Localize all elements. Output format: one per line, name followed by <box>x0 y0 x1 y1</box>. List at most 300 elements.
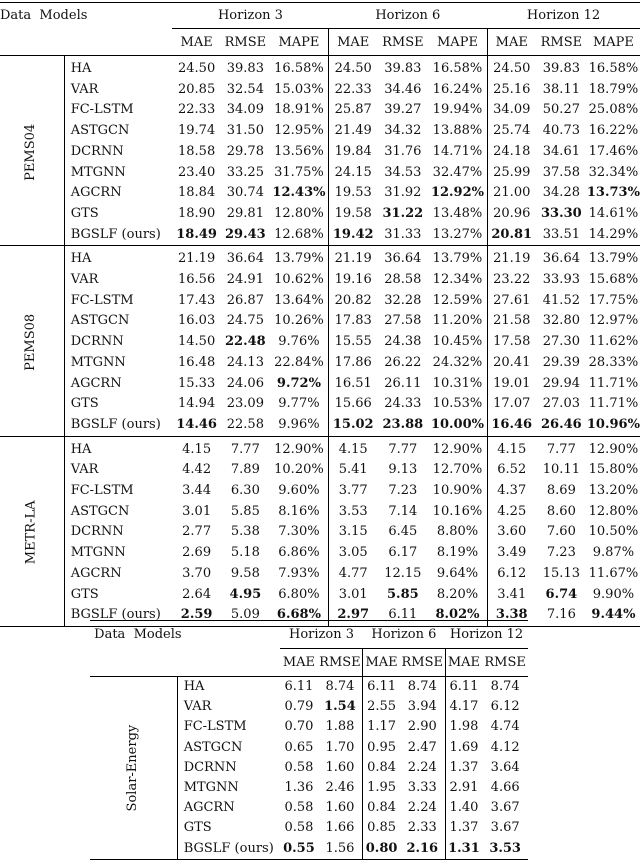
metric-cell: 23.09 <box>226 396 264 412</box>
metric-cell: 1.60 <box>318 758 363 778</box>
metric-cell: 26.11 <box>384 375 422 391</box>
metric-cell: 6.52 <box>497 462 527 478</box>
metric-cell: 4.42 <box>182 462 212 478</box>
metric-cell: 17.83 <box>334 313 372 329</box>
header-metric: RMSE <box>382 34 424 50</box>
model-name: GTS <box>183 820 212 836</box>
metric-cell: 32.54 <box>226 81 264 97</box>
metric-cell: 1.54 <box>318 697 363 717</box>
metric-cell: 31.75% <box>270 163 329 184</box>
metric-cell: 9.64% <box>428 564 487 585</box>
metric-cell: 3.67 <box>490 820 520 836</box>
metric-cell: 13.73% <box>586 185 640 201</box>
metric-cell: 15.55 <box>334 334 372 350</box>
metric-cell: 9.76% <box>270 332 329 353</box>
metric-cell: 3.38 <box>487 605 536 626</box>
metric-cell: 2.24 <box>400 758 445 778</box>
metric-cell: 14.61% <box>588 205 639 221</box>
table-row <box>0 80 640 101</box>
metric-cell: 31.22 <box>382 205 424 221</box>
model-name: DCRNN <box>70 143 124 159</box>
model-name: FC-LSTM <box>183 719 247 735</box>
metric-cell: 15.13 <box>542 565 580 581</box>
metric-cell: 6.11 <box>363 677 400 698</box>
metric-cell: 32.28 <box>384 292 422 308</box>
metric-cell: 12.43% <box>270 183 329 204</box>
metric-cell: 15.33 <box>178 375 216 391</box>
model-name: HA <box>64 56 172 80</box>
metric-cell: 28.33% <box>588 354 639 370</box>
model-name: VAR <box>70 272 99 288</box>
metric-cell: 0.58 <box>284 800 314 816</box>
table-row <box>90 677 528 698</box>
metric-cell: 19.53 <box>334 185 372 201</box>
table-row <box>0 460 640 481</box>
metric-cell: 4.15 <box>172 436 221 460</box>
metric-cell: 4.77 <box>338 565 368 581</box>
model-name: ASTGCN <box>70 313 130 329</box>
metric-cell: 9.13 <box>388 462 418 478</box>
metric-cell: 29.94 <box>542 375 580 391</box>
header-horizon-6: Horizon 6 <box>363 621 445 649</box>
table-row <box>0 100 640 121</box>
metric-cell: 3.77 <box>338 483 368 499</box>
table-row <box>0 394 640 415</box>
metric-cell: 29.39 <box>542 354 580 370</box>
header-metric: MAPE <box>270 29 329 56</box>
metric-cell: 5.18 <box>230 545 260 561</box>
metric-cell: 23.88 <box>382 416 424 432</box>
metric-cell: 17.75% <box>588 292 639 308</box>
metric-cell: 0.58 <box>284 759 314 775</box>
metric-cell: 20.81 <box>491 226 533 242</box>
metric-cell: 11.20% <box>428 311 487 332</box>
metric-cell: 7.89 <box>230 462 260 478</box>
metric-cell: 34.46 <box>384 81 422 97</box>
metric-cell: 21.00 <box>493 185 531 201</box>
metric-cell: 0.55 <box>280 839 317 860</box>
metric-cell: 25.08% <box>588 102 639 118</box>
metric-cell: 4.12 <box>490 739 520 755</box>
metric-cell: 7.14 <box>388 503 418 519</box>
metric-cell: 0.79 <box>284 699 314 715</box>
metric-cell: 10.50% <box>588 524 639 540</box>
metric-cell: 24.50 <box>329 56 378 80</box>
table-row <box>0 353 640 374</box>
header-metric: MAE <box>180 34 213 50</box>
metric-cell: 33.30 <box>541 205 582 221</box>
metric-cell: 16.58% <box>270 56 329 80</box>
dataset-name: PEMS04 <box>23 123 39 181</box>
metric-cell: 10.53% <box>428 394 487 415</box>
table-row <box>0 481 640 502</box>
metric-cell: 5.41 <box>338 462 368 478</box>
metric-cell: 10.31% <box>428 374 487 395</box>
metric-cell: 18.49 <box>176 226 217 242</box>
metric-cell: 15.68% <box>588 272 639 288</box>
model-name: MTGNN <box>70 545 126 561</box>
model-name: BGSLF (ours) <box>70 416 161 432</box>
model-name: ASTGCN <box>70 503 130 519</box>
metric-cell: 19.01 <box>493 375 531 391</box>
model-name: MTGNN <box>70 164 126 180</box>
metric-cell: 40.73 <box>542 123 580 139</box>
metric-cell: 6.45 <box>388 524 418 540</box>
metric-cell: 12.92% <box>428 183 487 204</box>
header-models: Models <box>39 8 88 24</box>
metric-cell: 12.15 <box>384 565 422 581</box>
metric-cell: 34.09 <box>493 102 531 118</box>
metric-cell: 26.22 <box>384 354 422 370</box>
metric-cell: 14.46 <box>176 416 217 432</box>
metric-cell: 10.96% <box>586 416 640 432</box>
metric-cell: 2.47 <box>400 738 445 758</box>
header-metric: RMSE <box>224 34 267 50</box>
metric-cell: 11.71% <box>588 396 639 412</box>
table-row <box>0 163 640 184</box>
metric-cell: 4.25 <box>497 503 527 519</box>
metric-cell: 10.90% <box>428 481 487 502</box>
metric-cell: 2.90 <box>400 717 445 737</box>
metric-cell: 33.93 <box>542 272 580 288</box>
metric-cell: 25.74 <box>493 123 531 139</box>
table-row <box>0 374 640 395</box>
metric-cell: 9.87% <box>592 545 635 561</box>
metric-cell: 21.19 <box>172 246 221 270</box>
metric-cell: 22.33 <box>178 102 216 118</box>
metric-cell: 17.43 <box>178 292 216 308</box>
metric-cell: 4.37 <box>497 483 527 499</box>
header-metric: MAE <box>282 655 316 670</box>
metric-cell: 22.48 <box>225 334 266 350</box>
metric-cell: 10.45% <box>428 332 487 353</box>
metric-cell: 8.19% <box>428 543 487 564</box>
model-name: VAR <box>70 81 99 97</box>
metric-cell: 33.51 <box>542 226 580 242</box>
metric-cell: 9.44% <box>587 605 640 626</box>
metric-cell: 19.84 <box>334 143 372 159</box>
table-row <box>0 291 640 312</box>
metric-cell: 31.50 <box>226 123 264 139</box>
model-name: AGCRN <box>70 565 122 581</box>
model-name: ASTGCN <box>70 123 130 139</box>
metric-cell: 25.16 <box>493 81 531 97</box>
metric-cell: 13.79% <box>428 246 487 270</box>
metric-cell: 24.91 <box>226 272 264 288</box>
table-row <box>0 183 640 204</box>
metric-cell: 14.50 <box>178 334 216 350</box>
metric-cell: 25.87 <box>334 102 372 118</box>
header-data: Data <box>0 8 32 24</box>
metric-cell: 1.56 <box>318 839 363 860</box>
metric-cell: 19.94% <box>428 100 487 121</box>
metric-cell: 9.77% <box>270 394 329 415</box>
header-metric: RMSE <box>318 649 363 677</box>
metric-cell: 24.32% <box>428 353 487 374</box>
metric-cell: 2.55 <box>367 699 397 715</box>
metric-cell: 21.19 <box>329 246 378 270</box>
dataset-name: METR-LA <box>23 500 39 565</box>
metric-cell: 5.09 <box>221 605 270 626</box>
metric-cell: 24.75 <box>226 313 264 329</box>
metric-cell: 20.96 <box>493 205 531 221</box>
metric-cell: 12.70% <box>428 460 487 481</box>
model-name: HA <box>177 677 280 698</box>
metric-cell: 8.69 <box>546 483 576 499</box>
metric-cell: 13.56% <box>270 142 329 163</box>
metric-cell: 4.95 <box>229 586 262 602</box>
metric-cell: 26.46 <box>541 416 582 432</box>
metric-cell: 19.74 <box>178 123 216 139</box>
metric-cell: 0.84 <box>367 800 397 816</box>
metric-cell: 12.90% <box>587 436 640 460</box>
metric-cell: 2.91 <box>449 780 479 796</box>
dataset-label <box>0 56 64 246</box>
model-name: GTS <box>70 586 99 602</box>
header-metric: MAPE <box>428 29 487 56</box>
metric-cell: 2.33 <box>400 818 445 838</box>
header-metric: RMSE <box>484 655 526 670</box>
model-name: HA <box>64 246 172 270</box>
header-metric: MAPE <box>592 34 634 50</box>
model-name: DCRNN <box>70 524 124 540</box>
metric-cell: 0.58 <box>284 820 314 836</box>
metric-cell: 3.44 <box>182 483 212 499</box>
metric-cell: 7.30% <box>270 522 329 543</box>
metric-cell: 34.53 <box>384 164 422 180</box>
metric-cell: 2.69 <box>182 545 212 561</box>
metric-cell: 1.98 <box>449 719 479 735</box>
metric-cell: 16.48 <box>178 354 216 370</box>
model-name: FC-LSTM <box>70 102 134 118</box>
metric-cell: 32.47% <box>428 163 487 184</box>
metric-cell: 5.38 <box>230 524 260 540</box>
header-horizon-12: Horizon 12 <box>487 3 640 29</box>
model-name: BGSLF (ours) <box>64 605 172 626</box>
metric-cell: 13.20% <box>588 483 639 499</box>
table-row <box>0 415 640 436</box>
metric-cell: 1.95 <box>367 780 397 796</box>
metric-cell: 3.60 <box>497 524 527 540</box>
metric-cell: 18.90 <box>178 205 216 221</box>
header-horizon-12: Horizon 12 <box>445 621 528 649</box>
header-data-models <box>0 3 172 29</box>
metric-cell: 13.64% <box>270 291 329 312</box>
metric-cell: 0.84 <box>367 759 397 775</box>
metric-cell: 0.65 <box>284 739 314 755</box>
metric-cell: 9.90% <box>592 586 635 602</box>
metric-cell: 39.27 <box>384 102 422 118</box>
metric-cell: 15.02 <box>332 416 374 432</box>
table-row <box>0 204 640 225</box>
metric-cell: 19.16 <box>334 272 372 288</box>
metric-cell: 10.26% <box>270 311 329 332</box>
metric-cell: 1.69 <box>449 739 479 755</box>
model-name: BGSLF (ours) <box>177 839 280 860</box>
metric-cell: 34.32 <box>384 123 422 139</box>
metric-cell: 6.11 <box>445 677 482 698</box>
results-table-solar <box>90 620 528 860</box>
model-name: MTGNN <box>70 354 126 370</box>
dataset-name: PEMS08 <box>23 313 39 371</box>
metric-cell: 3.01 <box>182 503 212 519</box>
metric-cell: 12.80% <box>588 503 639 519</box>
metric-cell: 29.43 <box>225 226 266 242</box>
model-name: DCRNN <box>183 759 237 775</box>
metric-cell: 21.19 <box>487 246 536 270</box>
metric-cell: 0.95 <box>367 739 397 755</box>
metric-cell: 7.16 <box>536 605 587 626</box>
metric-cell: 3.53 <box>338 503 368 519</box>
metric-cell: 11.71% <box>588 375 639 391</box>
metric-cell: 11.67% <box>588 565 639 581</box>
metric-cell: 6.12 <box>490 699 520 715</box>
metric-cell: 12.90% <box>270 436 329 460</box>
metric-cell: 1.37 <box>449 820 479 836</box>
metric-cell: 13.79% <box>587 246 640 270</box>
model-name: HA <box>64 436 172 460</box>
metric-cell: 12.97% <box>588 313 639 329</box>
header-metric: RMSE <box>540 34 583 50</box>
metric-cell: 20.41 <box>493 354 531 370</box>
metric-cell: 1.17 <box>367 719 397 735</box>
table-row <box>0 502 640 523</box>
metric-cell: 24.06 <box>226 375 264 391</box>
metric-cell: 16.46 <box>491 416 533 432</box>
metric-cell: 1.31 <box>445 839 482 860</box>
header-metric: MAE <box>337 34 370 50</box>
metric-cell: 1.60 <box>318 798 363 818</box>
metric-cell: 13.27% <box>428 225 487 246</box>
metric-cell: 2.64 <box>182 586 212 602</box>
table-row <box>0 56 640 80</box>
metric-cell: 17.46% <box>588 143 639 159</box>
metric-cell: 27.03 <box>542 396 580 412</box>
metric-cell: 37.58 <box>542 164 580 180</box>
metric-cell: 18.91% <box>270 100 329 121</box>
metric-cell: 3.49 <box>497 545 527 561</box>
metric-cell: 22.84% <box>270 353 329 374</box>
metric-cell: 18.58 <box>178 143 216 159</box>
metric-cell: 18.79% <box>588 81 639 97</box>
metric-cell: 3.94 <box>400 697 445 717</box>
metric-cell: 2.77 <box>182 524 212 540</box>
metric-cell: 3.53 <box>482 839 528 860</box>
metric-cell: 4.74 <box>490 719 520 735</box>
table-row <box>0 332 640 353</box>
metric-cell: 7.60 <box>546 524 576 540</box>
metric-cell: 36.64 <box>221 246 270 270</box>
metric-cell: 3.15 <box>338 524 368 540</box>
model-name: ASTGCN <box>183 739 243 755</box>
metric-cell: 31.76 <box>384 143 422 159</box>
metric-cell: 6.30 <box>230 483 260 499</box>
header-models: Models <box>133 627 182 643</box>
table-row <box>0 121 640 142</box>
metric-cell: 10.11 <box>542 462 580 478</box>
metric-cell: 36.64 <box>377 246 428 270</box>
metric-cell: 29.81 <box>226 205 264 221</box>
metric-cell: 8.74 <box>400 677 445 698</box>
metric-cell: 1.66 <box>318 818 363 838</box>
metric-cell: 33.25 <box>226 164 264 180</box>
metric-cell: 18.84 <box>178 185 216 201</box>
metric-cell: 15.66 <box>334 396 372 412</box>
metric-cell: 14.29% <box>588 226 639 242</box>
metric-cell: 3.70 <box>182 565 212 581</box>
dataset-label <box>0 246 64 436</box>
metric-cell: 9.72% <box>270 374 329 395</box>
metric-cell: 11.62% <box>588 334 639 350</box>
metric-cell: 10.16% <box>428 502 487 523</box>
metric-cell: 39.83 <box>221 56 270 80</box>
metric-cell: 1.88 <box>318 717 363 737</box>
metric-cell: 24.18 <box>493 143 531 159</box>
metric-cell: 6.12 <box>497 565 527 581</box>
header-data: Data <box>94 627 126 643</box>
metric-cell: 13.79% <box>270 246 329 270</box>
metric-cell: 22.58 <box>226 416 264 432</box>
metric-cell: 23.22 <box>493 272 531 288</box>
metric-cell: 16.22% <box>588 123 639 139</box>
metric-cell: 3.41 <box>497 586 527 602</box>
metric-cell: 31.33 <box>384 226 422 242</box>
metric-cell: 6.11 <box>280 677 317 698</box>
metric-cell: 8.16% <box>270 502 329 523</box>
metric-cell: 17.58 <box>493 334 531 350</box>
metric-cell: 13.48% <box>428 204 487 225</box>
table-row <box>0 270 640 291</box>
metric-cell: 7.93% <box>270 564 329 585</box>
metric-cell: 3.05 <box>338 545 368 561</box>
metric-cell: 16.51 <box>334 375 372 391</box>
metric-cell: 2.46 <box>318 778 363 798</box>
metric-cell: 6.86% <box>270 543 329 564</box>
metric-cell: 12.95% <box>270 121 329 142</box>
table-row <box>0 246 640 270</box>
metric-cell: 4.66 <box>490 780 520 796</box>
header-metric: RMSE <box>400 649 445 677</box>
metric-cell: 10.62% <box>270 270 329 291</box>
metric-cell: 13.88% <box>428 121 487 142</box>
metric-cell: 7.77 <box>536 436 587 460</box>
metric-cell: 15.03% <box>270 80 329 101</box>
metric-cell: 15.80% <box>588 462 639 478</box>
table-row <box>0 522 640 543</box>
metric-cell: 24.50 <box>487 56 536 80</box>
table-row <box>0 564 640 585</box>
metric-cell: 27.30 <box>542 334 580 350</box>
metric-cell: 16.03 <box>178 313 216 329</box>
metric-cell: 12.80% <box>270 204 329 225</box>
metric-cell: 9.60% <box>270 481 329 502</box>
table-row <box>0 436 640 460</box>
metric-cell: 39.83 <box>377 56 428 80</box>
metric-cell: 9.96% <box>270 415 329 436</box>
dataset-label <box>0 436 64 626</box>
metric-cell: 12.59% <box>428 291 487 312</box>
header-horizon-6: Horizon 6 <box>329 3 488 29</box>
metric-cell: 32.80 <box>542 313 580 329</box>
metric-cell: 24.13 <box>226 354 264 370</box>
metric-cell: 3.64 <box>490 759 520 775</box>
metric-cell: 8.74 <box>318 677 363 698</box>
metric-cell: 34.28 <box>542 185 580 201</box>
dataset-label <box>90 677 177 860</box>
metric-cell: 6.68% <box>270 605 329 626</box>
metric-cell: 8.60 <box>546 503 576 519</box>
metric-cell: 10.20% <box>270 460 329 481</box>
